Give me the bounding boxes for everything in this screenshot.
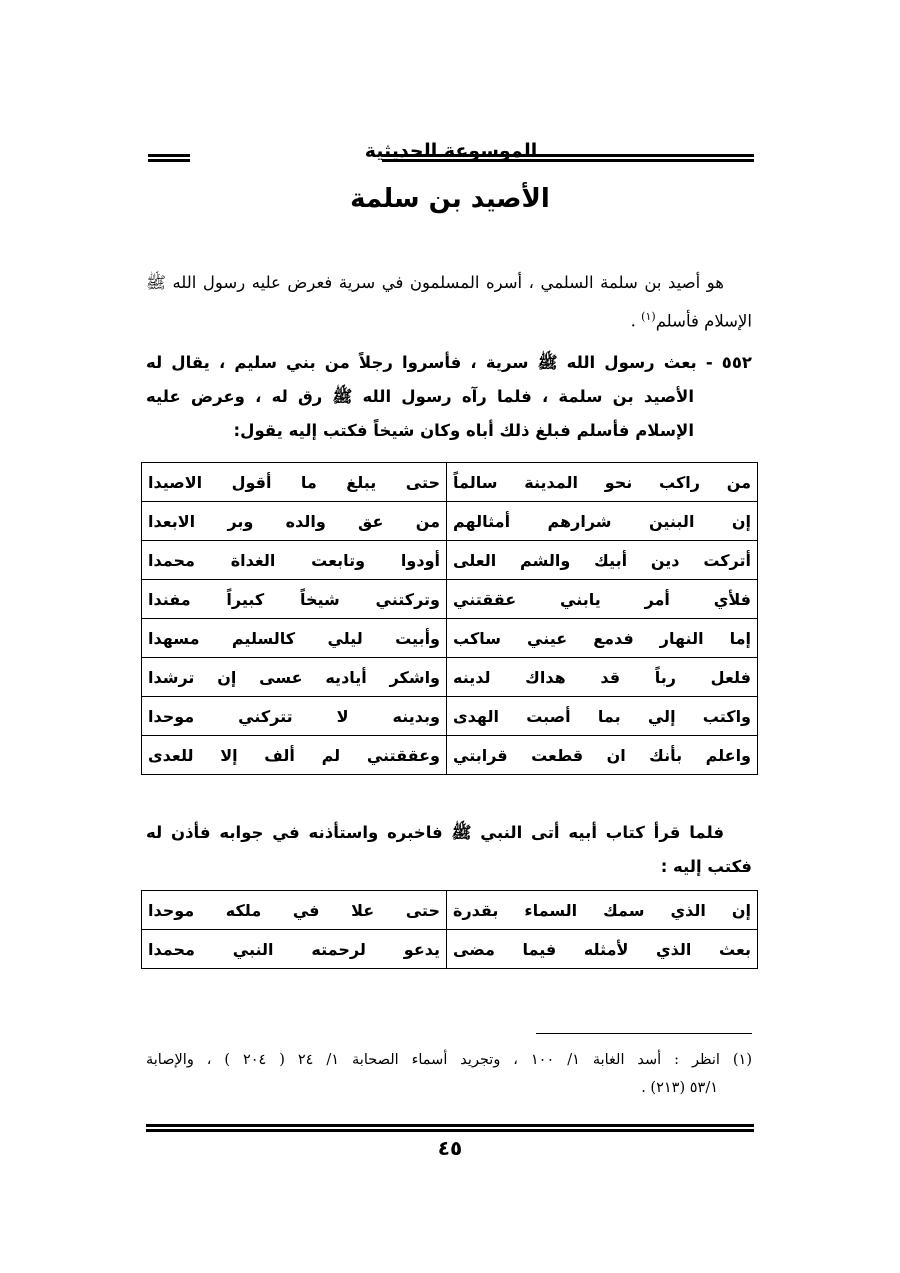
page-number: ٤٥ xyxy=(437,1136,463,1160)
verse-first-half: بعث الذي لأمثله فيما مضى xyxy=(447,930,758,969)
response-line-2: فكتب إليه : xyxy=(660,857,752,876)
poem-row xyxy=(142,736,758,775)
page-title: الأصيد بن سلمة xyxy=(350,184,550,214)
verse-second-half: من عق والده وبر الابعدا xyxy=(142,502,447,541)
verse-second-half: حتى علا في ملكه موحدا xyxy=(142,891,447,930)
response-line-1: فلما قرأ كتاب أبيه أتى النبي ﷺ فاخبره واستأذنه في جوابه فأذن له xyxy=(146,823,724,842)
hadith-line-2: الأصيد بن سلمة ، فلما رآه رسول الله ﷺ رق له ، وعرض عليه xyxy=(146,387,694,406)
verse-first-half: أتركت دين أبيك والشم العلى xyxy=(447,541,758,580)
verse-first-half: من راكب نحو المدينة سالماً xyxy=(447,463,758,502)
verse-second-half: وعققتني لم ألف إلا للعدى xyxy=(142,736,447,775)
verse-second-half: أودوا وتابعت الغداة محمدا xyxy=(142,541,447,580)
verse-first-half: فلأي أمر يابني عققتني xyxy=(447,580,758,619)
poem-row xyxy=(142,502,758,541)
verse-second-half: وأبيت ليلي كالسليم مسهدا xyxy=(142,619,447,658)
poem-table-father xyxy=(141,462,758,775)
footnote-line-1: (١) انظر : أسد الغابة ١/ ١٠٠ ، وتجريد أسماء الصحابة ١/ ٢٤ ( ٢٠٤ ) ، والإصابة xyxy=(146,1052,752,1068)
poem-row xyxy=(142,541,758,580)
hadith-paragraph xyxy=(146,346,752,448)
poem-row xyxy=(142,580,758,619)
verse-first-half: واعلم بأنك ان قطعت قرابتي xyxy=(447,736,758,775)
running-header xyxy=(148,140,754,168)
verse-second-half: يدعو لرحمته النبي محمدا xyxy=(142,930,447,969)
poem-row xyxy=(142,891,758,930)
poem-row xyxy=(142,930,758,969)
poem-row xyxy=(142,463,758,502)
intro-text: هو أصيد بن سلمة السلمي ، أسره المسلمون في سرية فعرض عليه رسول الله ﷺ الإسلام فأسلم xyxy=(146,273,752,331)
running-title: الموسوعة الحديثية xyxy=(364,140,538,162)
footnote-line-2: ٥٣/١ (٢١٣) . xyxy=(641,1080,718,1096)
hadith-line-3: الإسلام فأسلم فبلغ ذلك أباه وكان شيخاً فكتب إليه يقول: xyxy=(233,421,694,440)
verse-first-half: واكتب إلي بما أصبت الهدى xyxy=(447,697,758,736)
poem-row xyxy=(142,697,758,736)
poem-row xyxy=(142,619,758,658)
verse-second-half: وتركتني شيخاً كبيراً مفندا xyxy=(142,580,447,619)
poem-table-reply xyxy=(141,890,758,969)
footnote-separator xyxy=(536,1033,752,1034)
response-paragraph xyxy=(146,816,752,884)
verse-first-half: إن البنين شرارهم أمثالهم xyxy=(447,502,758,541)
verse-second-half: واشكر أياديه عسى إن ترشدا xyxy=(142,658,447,697)
verse-first-half: إن الذي سمك السماء بقدرة xyxy=(447,891,758,930)
footer-rule xyxy=(146,1124,754,1132)
verse-first-half: إما النهار فدمع عيني ساكب xyxy=(447,619,758,658)
hadith-line-1: ٥٥٢ - بعث رسول الله ﷺ سرية ، فأسروا رجلاً من بني سليم ، يقال له xyxy=(146,353,752,372)
verse-first-half: فلعل رباً قد هداك لدينه xyxy=(447,658,758,697)
header-rule-left xyxy=(148,154,190,162)
footnote xyxy=(146,1046,752,1102)
verse-second-half: حتى يبلغ ما أقول الاصيدا xyxy=(142,463,447,502)
intro-end: . xyxy=(630,311,642,331)
footnote-marker: (١) xyxy=(641,310,656,323)
poem-row xyxy=(142,658,758,697)
verse-second-half: وبدينه لا تتركني موحدا xyxy=(142,697,447,736)
intro-paragraph xyxy=(146,266,752,339)
